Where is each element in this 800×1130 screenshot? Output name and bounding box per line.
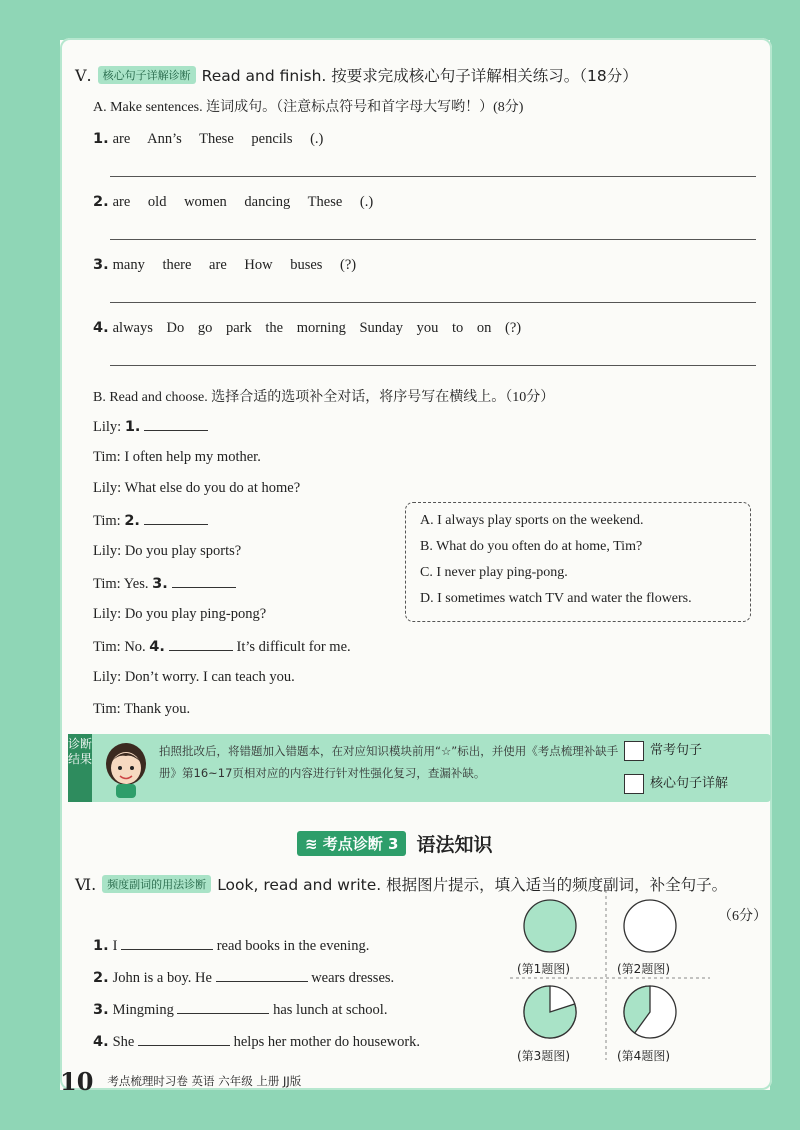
section6-tag: 频度副词的用法诊断 [102, 875, 211, 893]
blank-number: 4. [149, 639, 165, 655]
item-words: are old women dancing These (.) [112, 194, 374, 210]
item-number: 2. [93, 970, 109, 986]
speaker: Tim: [93, 513, 121, 529]
option-b: B. What do you often do at home, Tim? [420, 539, 643, 554]
dialogue-text: Do you play sports? [124, 543, 242, 559]
dialogue-line-7 [93, 606, 266, 623]
answer-blank-1[interactable] [144, 418, 208, 431]
dialogue-pre: No. [124, 639, 146, 655]
dialogue-line-1 [93, 418, 208, 436]
section6-score: （6分） [718, 909, 767, 924]
blank-number: 1. [124, 419, 141, 435]
partA-item-1 [93, 128, 323, 148]
answer-blank-4[interactable] [169, 638, 233, 651]
dialogue-line-6 [93, 575, 236, 593]
item-number: 1. [93, 938, 109, 954]
diagnosis-text: 拍照批改后，将错题加入错题本，在对应知识模块前用“☆”标出，并使用《考点梳理补缺手册》第16~17页相对应的内容进行针对性强化复习，查漏补缺。 [159, 744, 619, 780]
item-number: 4. [93, 320, 109, 336]
item-pre: Mingming [112, 1002, 174, 1018]
pie-caption-2: (第2题图) [617, 962, 670, 976]
pie-1-icon [524, 900, 576, 952]
item-post: helps her mother do housework. [233, 1034, 421, 1050]
speaker: Tim: [93, 576, 121, 592]
section5-roman: Ⅴ. [75, 66, 92, 85]
item-words: always Do go park the morning Sunday you to on (?) [112, 320, 522, 336]
page-number: 10 [60, 1067, 94, 1096]
girl-avatar-icon [98, 738, 154, 798]
speaker: Tim: [93, 449, 121, 465]
speaker: Lily: [93, 606, 122, 622]
checkbox[interactable] [624, 741, 644, 761]
option-d: D. I sometimes watch TV and water the flowers. [420, 591, 692, 606]
section6-item-1 [93, 937, 369, 955]
section-banner [297, 830, 492, 857]
answer-line-2[interactable] [110, 239, 756, 240]
banner-tag: ≋ 考点诊断 3 [297, 831, 406, 856]
answer-blank[interactable] [121, 937, 213, 950]
speaker: Lily: [93, 480, 122, 496]
section6-item-4 [93, 1033, 420, 1051]
item-number: 4. [93, 1034, 109, 1050]
item-words: are Ann’s These pencils (.) [112, 131, 324, 147]
answer-blank[interactable] [216, 969, 308, 982]
blank-number: 3. [152, 576, 168, 592]
speaker: Tim: [93, 701, 121, 717]
dialogue-pre: Yes. [123, 576, 149, 592]
section6-item-2 [93, 969, 394, 987]
pie-caption-4: (第4题图) [617, 1049, 670, 1063]
check-label: 核心句子详解 [650, 776, 729, 791]
answer-line-4[interactable] [110, 365, 756, 366]
answer-blank[interactable] [177, 1001, 269, 1014]
frame-top [0, 0, 800, 40]
check-row-1[interactable] [624, 739, 702, 761]
dialogue-line-4 [93, 512, 208, 530]
section6-item-3 [93, 1001, 387, 1019]
speaker: Lily: [93, 543, 122, 559]
dialogue-post: It’s difficult for me. [236, 639, 351, 655]
diagnosis-label: 诊断结果 [68, 734, 92, 802]
dialogue-line-8 [93, 638, 351, 656]
pie-3-icon [524, 986, 576, 1038]
item-post: read books in the evening. [216, 938, 370, 954]
answer-blank-3[interactable] [172, 575, 236, 588]
option-a: A. I always play sports on the weekend. [420, 513, 644, 528]
item-number: 1. [93, 131, 109, 147]
pie-caption-3: (第3题图) [517, 1049, 570, 1063]
answer-blank[interactable] [138, 1033, 230, 1046]
answer-line-1[interactable] [110, 176, 756, 177]
item-post: has lunch at school. [273, 1002, 388, 1018]
dialogue-line-5 [93, 543, 241, 560]
check-label: 常考句子 [650, 743, 703, 758]
speaker: Tim: [93, 639, 121, 655]
section5-tag: 核心句子详解诊断 [98, 66, 196, 84]
dialogue-line-9 [93, 669, 295, 686]
option-c: C. I never play ping-pong. [420, 565, 568, 580]
diagnosis-bar [68, 734, 771, 802]
check-row-2[interactable] [624, 772, 728, 794]
dialogue-text: Don’t worry. I can teach you. [124, 669, 295, 685]
checkbox[interactable] [624, 774, 644, 794]
footer [60, 1067, 301, 1096]
partB-title: B. Read and choose. 选择合适的选项补全对话，将序号写在横线上。（10分） [93, 390, 555, 405]
item-number: 3. [93, 1002, 109, 1018]
pie-slice [524, 900, 576, 952]
pie-2-icon [624, 900, 676, 952]
footer-text: 考点梳理时习卷 英语 六年级 上册 JJ版 [107, 1074, 302, 1088]
dialogue-line-2 [93, 449, 261, 466]
section5-title-text: Read and finish. 按要求完成核心句子详解相关练习。（18分） [201, 67, 638, 85]
partA-item-4 [93, 317, 521, 337]
item-words: many there are How buses (?) [112, 257, 357, 273]
pie-grid [510, 890, 710, 1070]
speaker: Lily: [93, 669, 122, 685]
partA-title: A. Make sentences. 连词成句。（注意标点符号和首字母大写哟！）(8分) [93, 100, 524, 115]
item-pre: I [112, 938, 118, 954]
dialogue-text: What else do you do at home? [124, 480, 301, 496]
options-box [405, 502, 751, 622]
item-post: wears dresses. [311, 970, 395, 986]
dialogue-text: Do you play ping-pong? [124, 606, 267, 622]
answer-blank-2[interactable] [144, 512, 208, 525]
blank-number: 2. [124, 513, 140, 529]
section6-roman: Ⅵ. [75, 875, 97, 894]
pie-caption-1: (第1题图) [517, 962, 570, 976]
dialogue-text: Thank you. [124, 701, 191, 717]
answer-line-3[interactable] [110, 302, 756, 303]
dialogue-line-3 [93, 480, 300, 497]
pie-4-icon [624, 986, 676, 1038]
item-pre: She [112, 1034, 135, 1050]
partA-item-3 [93, 254, 356, 274]
frame-left [0, 0, 60, 1130]
dialogue-text: I often help my mother. [124, 449, 261, 465]
pie-outline [624, 900, 676, 952]
item-number: 3. [93, 257, 109, 273]
speaker: Lily: [93, 419, 122, 435]
frame-bottom [0, 1090, 800, 1130]
item-number: 2. [93, 194, 109, 210]
item-pre: John is a boy. He [112, 970, 212, 986]
frame-right [770, 0, 800, 1130]
section6-title-text: Look, read and write. 根据图片提示，填入适当的频度副词，补全句子。 [217, 876, 728, 894]
section5-title [75, 64, 638, 86]
banner-title: 语法知识 [416, 834, 493, 856]
dialogue-line-10 [93, 701, 190, 718]
partA-item-2 [93, 191, 373, 211]
